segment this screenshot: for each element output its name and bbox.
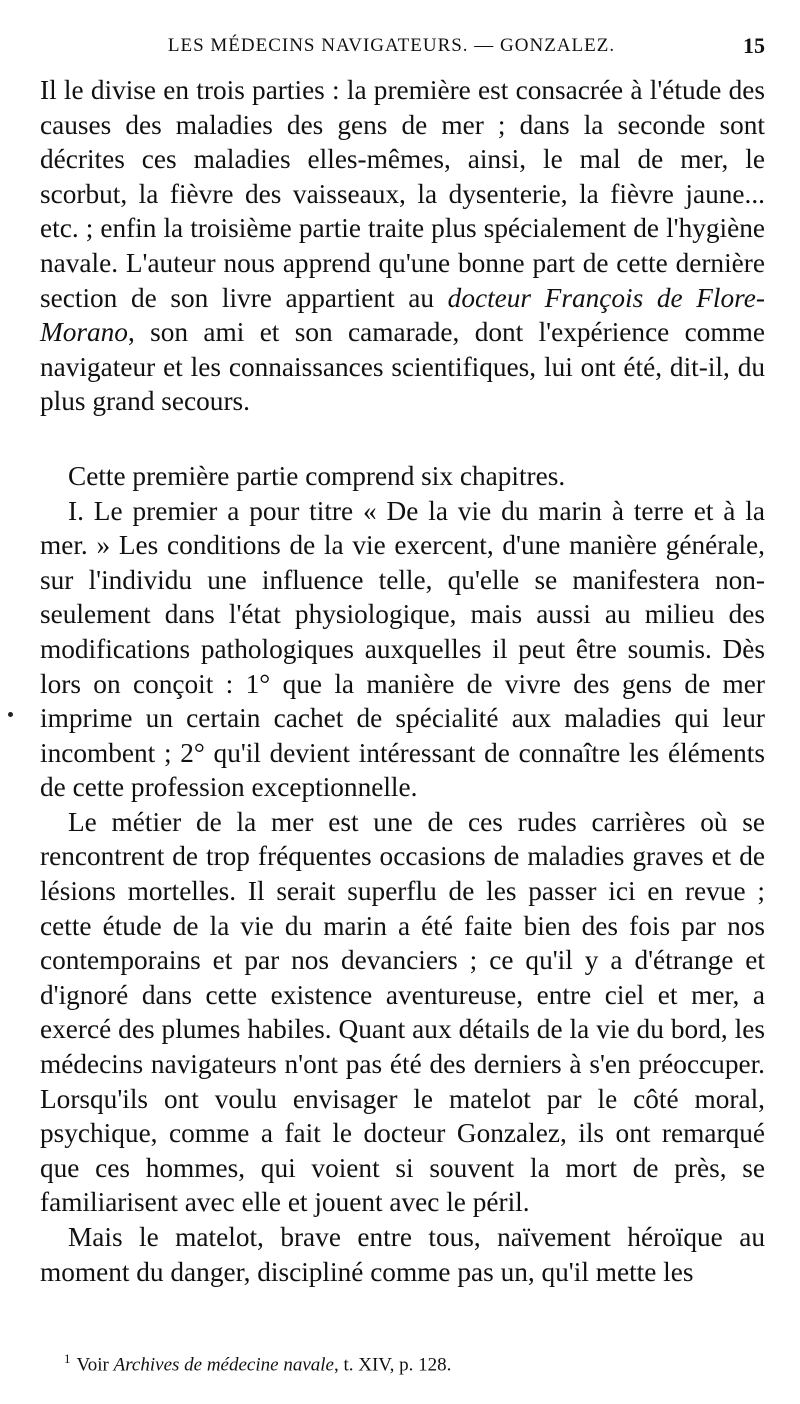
paragraph-1-text-a: Il le divise en trois parties : la première est consacrée à l'étude des causes des maladies des gens de mer ; dans la seconde sont décrites ces maladies elles-mêmes, ainsi, le mal de mer, le scorbut, la fièvre des vaisseaux, la dysenterie, la fièvre jaune... etc. ; enfin la troisième partie traite plus spécialement de l'hygiène navale. L'auteur nous apprend qu'une bonne part de cette dernière section de son livre appartient au bbox=[40, 75, 765, 313]
paragraph-3: I. Le premier a pour titre « De la vie du marin à terre et à la mer. » Les conditions de la vie exercent, d'une manière générale, sur l'individu une influence telle, qu'elle se manifestera non-seulement dans l'état physiologique, mais aussi au milieu des modifications pathologiques auxquelles il peut être soumis. Dès lors on conçoit : 1° que la manière de vivre des gens de mer imprime un certain cachet de spécialité aux maladies qui leur incombent ; 2° qu'il devient intéressant de connaître les éléments de cette profession exceptionnelle. bbox=[40, 495, 765, 803]
footnote-text-a: Voir bbox=[76, 1354, 114, 1376]
footnote bbox=[64, 1346, 764, 1378]
paragraph-2: Cette première partie comprend six chapitres. bbox=[68, 460, 566, 491]
footnote-journal-title: Archives de médecine navale bbox=[113, 1354, 334, 1376]
paragraph-1 bbox=[40, 73, 765, 419]
footnote-marker: 1 bbox=[64, 1351, 71, 1366]
footnote-text-b: , t. XIV, p. 128. bbox=[333, 1354, 452, 1376]
paragraph-1-italic: docteur François de Flore-Morano bbox=[40, 282, 765, 348]
body-text bbox=[40, 73, 765, 1289]
margin-ink-dot bbox=[8, 712, 13, 717]
page-header bbox=[40, 28, 765, 64]
paragraph-4: Le métier de la mer est une de ces rudes carrières où se rencontrent de trop fréquentes occasions de maladies graves et de lésions mortelles. Il serait superflu de les passer ici en revue ; cette étude de la vie du marin a été faite bien des fois par nos contemporains et par nos devanciers ; ce qu'il y a d'étrange et d'ignoré dans cette existence aventureuse, entre ciel et mer, a exercé des plumes habiles. Quant aux détails de la vie du bord, les médecins navigateurs n'ont pas été des derniers à s'en préoccuper. Lorsqu'ils ont voulu envisager le matelot par le côté moral, psychique, comme a fait le docteur Gonzalez, ils ont remarqué que ces hommes, qui voient si souvent la mort de près, se familiarisent avec elle et jouent avec le péril. bbox=[40, 806, 765, 1218]
running-title: LES MÉDECINS NAVIGATEURS. — GONZALEZ. bbox=[167, 35, 616, 56]
paragraph-1-text-b: , son ami et son camarade, dont l'expérience comme navigateur et les connaissances scientifiques, lui ont été, dit-il, du plus grand secours. bbox=[40, 317, 765, 417]
page-number: 15 bbox=[743, 33, 765, 58]
paragraph-5: Mais le matelot, brave entre tous, naïvement héroïque au moment du danger, discipliné comme pas un, qu'il mette les bbox=[40, 1222, 765, 1287]
